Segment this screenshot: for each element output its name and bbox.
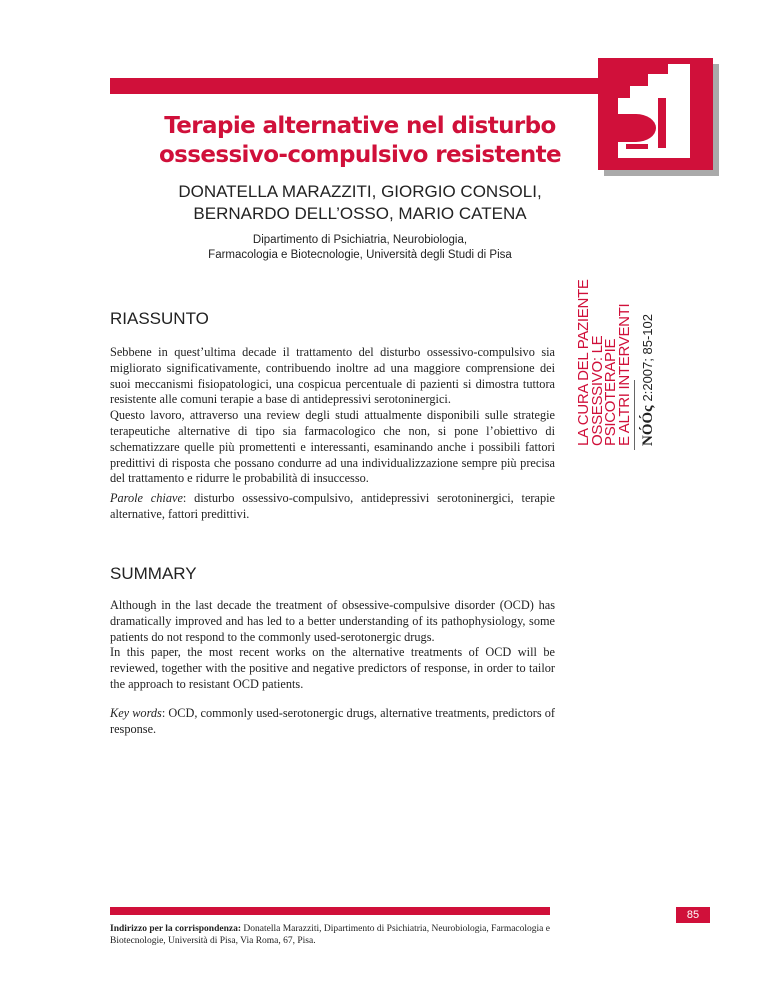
- affiliation-line-1: Dipartimento di Psichiatria, Neurobiologia,: [252, 234, 468, 246]
- sidebar-line-3: E ALTRI INTERVENTI: [615, 303, 633, 446]
- issue-reference: 2:2007; 85-102: [640, 314, 655, 402]
- sidebar-line-2: OSSESSIVO: LE PSICOTERAPIE: [588, 335, 619, 446]
- title-line-2: ossessivo-compulsivo resistente: [158, 142, 562, 168]
- correspondence-label: Indirizzo per la corrispondenza:: [110, 924, 241, 934]
- correspondence-footnote: [110, 923, 550, 947]
- header-accent-bar: [110, 78, 610, 94]
- authors-line-2: BERNARDO DELL’OSSO, MARIO CATENA: [193, 204, 527, 223]
- section-sidebar-title: [577, 236, 631, 446]
- author-list: [110, 181, 610, 225]
- sidebar-line-1: LA CURA DEL PAZIENTE: [575, 279, 592, 446]
- journal-name: NÓÓς: [640, 405, 656, 446]
- riassunto-paragraph-2: Questo lavoro, attraverso una review degli studi attualmente disponibili sulle strategie terapeutiche alternative di tipo sia farmacologico che non, si pone l’obiettivo di schematizzare quelle più promettenti e interessanti, esaminando anche i possibili fattori predittivi di risposta che possano condurre ad una individualizzazione sempre più precisa del trattamento e ridurre le probabilità di insuccesso.: [110, 408, 555, 486]
- journal-reference: [640, 266, 657, 446]
- affiliation: [110, 233, 610, 263]
- summary-keywords: [110, 706, 555, 738]
- correspondence-text: Donatella Marazziti, Dipartimento di Psichiatria, Neurobiologia, Farmacologia e Biotecnologie, Università di Pisa, Via Roma, 67, Pisa.: [110, 924, 550, 946]
- summary-abstract: [110, 598, 555, 693]
- summary-heading: SUMMARY: [110, 564, 197, 583]
- journal-logo: [598, 58, 713, 170]
- logo-emblem-icon: [598, 58, 713, 170]
- key-words-label: Key words: [110, 706, 162, 720]
- key-words-text: : OCD, commonly used-serotonergic drugs, alternative treatments, predictors of response.: [110, 706, 556, 736]
- affiliation-line-2: Farmacologia e Biotecnologie, Università degli Studi di Pisa: [208, 249, 512, 261]
- riassunto-paragraph-1: Sebbene in quest’ultima decade il trattamento del disturbo ossessivo-compulsivo sia migliorato significativamente, contribuendo inoltre ad una maggiore comprensione dei suoi meccanismi fisiopatologici, una cospicua percentuale di pazienti si dimostra tuttora resistente alle comuni terapie a base di antidepressivi serotoninergici.: [110, 345, 555, 407]
- page-number: 85: [676, 907, 710, 923]
- riassunto-heading: RIASSUNTO: [110, 309, 209, 328]
- summary-paragraph-1: Although in the last decade the treatment of obsessive-compulsive disorder (OCD) has dramatically improved and has led to a better understanding of its pathophysiology, some patients do not respond to the commonly used-serotonergic drugs.: [110, 598, 555, 644]
- riassunto-keywords: [110, 491, 555, 523]
- parole-chiave-label: Parole chiave: [110, 491, 183, 505]
- footer-accent-bar: [110, 907, 550, 915]
- authors-line-1: DONATELLA MARAZZITI, GIORGIO CONSOLI,: [178, 182, 542, 201]
- parole-chiave-text: : disturbo ossessivo-compulsivo, antidepressivi serotoninergici, terapie alternative, fattori predittivi.: [110, 491, 555, 521]
- title-line-1: Terapie alternative nel disturbo: [164, 113, 556, 139]
- summary-paragraph-2: In this paper, the most recent works on the alternative treatments of OCD will be reviewed, together with the positive and negative predictors of response, in order to tailor the approach to resistant OCD patients.: [110, 645, 555, 691]
- article-title: [110, 112, 610, 170]
- riassunto-abstract: [110, 345, 555, 487]
- sidebar-divider: [634, 380, 635, 450]
